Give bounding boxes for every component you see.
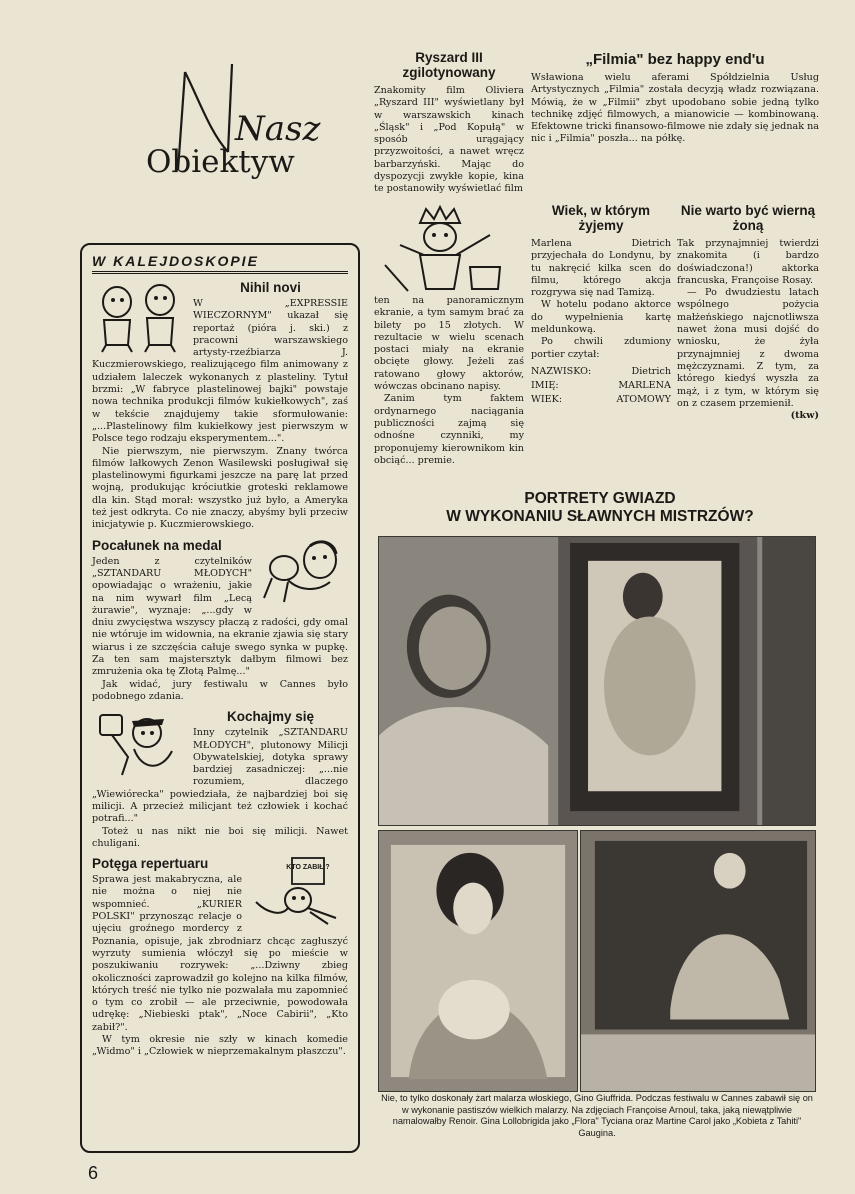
ryszard-paragraph-1a: Znakomity film Oliviera „Ryszard III" wyświetlany był w warszawskich kinach „Śląsk" i „Pod Kopułą" w sposób urągający przyzwoitości, a nawet wręcz barbarzyński. Mając do dyspozycji zwykłe kopie, kina te postanowiły wyświetlać film <box>374 85 524 195</box>
article-nihil-novi <box>92 280 348 532</box>
wiek-row-1-label: IMIĘ: <box>531 379 559 391</box>
wierna-paragraph-1: Tak przynajmniej twierdzi znakomita (i bardzo doświadczona!) aktorka francuska, Françoise Rosay. <box>677 238 819 286</box>
article-wiek <box>531 203 671 407</box>
photo-portrait-carol <box>580 830 816 1092</box>
ryszard-paragraph-1b: ten na panoramicznym ekranie, a tym samym brać za bilety po 15 złotych. W rezultacie w wielu scenach postaci miały na ekranie obcięte głowy. Jeżeli zaś ratowano głowy aktorów, wówczas obcinano napisy. <box>374 295 524 393</box>
nihil-paragraph-1: W „EXPRESSIE WIECZORNYM" ukazał się reportaż (pióra j. ski.) z pracowni warszawskiego artysty-rzeźbiarza J. Kuczmierowskiego, realizującego film animowany z udziałem laleczek wykonanych z plasteliny. Tytuł brzmi: „W fabryce plastelinowej bajki" powstaje nowa technika produkcji filmów kukiełkowych", zaś w tekście znajdujemy takie sformułowanie: „...Plastelinowy film kukiełkowy jest pierwszym w Polsce tego rodzaju eksperymentem...". <box>92 298 348 445</box>
masthead-line1: Nasz <box>235 109 321 149</box>
ryszard-title: Ryszard III zgilotynowany <box>402 50 496 80</box>
wiek-row-0-value: Dietrich <box>631 365 671 377</box>
photo-portrait-lollobrigida <box>378 830 578 1092</box>
wierna-signature: (tkw) <box>790 410 819 422</box>
kochajmy-paragraph-1: Inny czytelnik „SZTANDARU MŁODYCH", plutonowy Milicji Obywatelskiej, dotyka sprawy bardziej zasadniczej: „...nie rozumiem, dlaczego „Wiewiórecka" powiedziała, że najbardziej boi się milicji. A przecież milicjant też człowiek i kochać potrafi..." <box>92 727 348 825</box>
filmia-title: „Filmia" bez happy end'u <box>585 51 765 68</box>
potega-paragraph-1: Sprawa jest makabryczna, ale nie można o niej nie wspomnieć. „KURIER POLSKI" przynosząc relacje o ujęciu groźnego mordercy z Poznania, opisuje, jak zbrodniarz chcąc zagłuszyć wyrzuty sumienia włóczył się po mieście w poszukiwaniu rozrywek: „...Dziwny zbieg okoliczności zaprowadził go kolejno na kilka filmów, których treść nie tylko nie pozwalała mu zapomnieć o tym co zrobił — ale przeciwnie, powodowała udrękę: „Niebieski ptak", „Noce Cabirii", „Kto zabił?". <box>92 874 348 1033</box>
militiaman-illustration <box>92 709 187 779</box>
article-ryszard <box>374 50 524 196</box>
nihil-paragraph-2: Nie pierwszym, nie pierwszym. Znany twórca filmów lałkowych Zenon Wasilewski posługiwał się plastelinowymi figurkami jeszcze na parę lat przed wojną, produkując króciutkie groteski reklamowe dla kin. Stąd morał: wszystko już było, a Ameryka też jest odkryta. Co nie znaczy, abyśmy byli przeciw inicjatywie p. Kuczmierowskiego. <box>92 445 348 531</box>
kochajmy-title: Kochajmy się <box>226 709 315 725</box>
nihil-title: Nihil novi <box>240 280 301 295</box>
wierna-paragraph-2: — Po dwudziestu latach wspólnego pożycia małżeńskiego najcnotliwsza nawet żona musi dojść do wniosku, że żyła przynajmniej z dwoma mężczyznami. Z tym, za którego kiedyś wyszła za mąż, i z tym, w którym się on z czasem przemienił. <box>677 287 819 409</box>
kalejdoskop-header: W KALEJDOSKOPIE <box>92 253 348 274</box>
wiek-paragraph-1: Marlena Dietrich przyjechała do Londynu, by tu nakręcić kilka scen do filmu, którego akcja rozgrywa się nad Tamizą. <box>531 238 671 299</box>
painter-photo-graphic <box>379 537 815 825</box>
wiek-paragraph-2: W hotelu podano aktorce do wypełnienia kartę meldunkową. <box>531 299 671 336</box>
filmia-paragraph: Wsławiona wielu aferami Spółdzielnia Usług Artystycznych „Filmia" została decyzją władz rozwiązana. Mówią, że w „Filmii" zbyt upodobano sobie jedną tylko technikę zdjęć filmowych, a mianowicie — kombinowaną. Efektowne tricki finansowo-filmowe nie zdały się jednak na nic i „Filmia" poszła... na półkę. <box>531 72 819 145</box>
article-pocalunek <box>92 538 348 704</box>
cinema-sign-text: KTO ZABIŁ ? <box>286 864 330 872</box>
ryszard-paragraph-2: Zanim tym faktem ordynarnego naciągania publiczności zajmą się odnośne czynniki, my proponujemy kierownikom kin obciąć... premie. <box>374 393 524 466</box>
potega-paragraph-2: W tym okresie nie szły w kinach komedie „Widmo" i „Człowiek w nieprzemakalnym płaszczu". <box>92 1034 348 1058</box>
page-number: 6 <box>88 1163 99 1183</box>
wierna-title: Nie warto być wierną żoną <box>680 203 816 233</box>
potega-title: Potęga repertuaru <box>92 856 209 872</box>
portrety-title-line1: PORTRETY GWIAZD <box>524 490 676 507</box>
wiek-title: Wiek, w którym żyjemy <box>551 203 651 233</box>
wiek-row-2-value: ATOMOWY <box>616 393 671 405</box>
portrety-caption: Nie, to tylko doskonały żart malarza włoskiego, Gino Giuffrida. Podczas festiwalu w Cannes zabawił się on w wykonanie pastiszów wielkich malarzy. Na zdjęciach Françoise Arnoul, taka, jaką niewątpliwie namalowałby Renoir. Gina Lollobrigida jako „Flora" Tyciana oraz Martine Carol jako „Kobieta z Tahiti" Gaugina. <box>381 1093 813 1138</box>
wiek-registration-card <box>531 365 671 407</box>
article-ryszard-continued <box>374 295 524 467</box>
two-puppets-illustration <box>92 280 187 355</box>
lollobrigida-photo-graphic <box>379 831 577 1091</box>
kiss-illustration <box>258 538 348 606</box>
photo-painter-with-portrait <box>378 536 816 826</box>
masthead-line2: Obiektyw <box>146 144 295 180</box>
masthead-logo <box>140 52 340 202</box>
kalejdoskop-box <box>80 243 360 1153</box>
article-wierna <box>677 203 819 422</box>
pocalunek-title: Pocałunek na medal <box>92 537 222 553</box>
portrety-title-line2: W WYKONANIU SŁAWNYCH MISTRZÓW? <box>446 508 754 525</box>
wiek-row-1 <box>531 379 671 393</box>
carol-photo-graphic <box>581 831 815 1091</box>
article-kochajmy <box>92 709 348 850</box>
article-potega <box>92 856 348 1058</box>
wiek-row-2 <box>531 393 671 407</box>
wiek-row-0-label: NAZWISKO: <box>531 365 592 377</box>
kochajmy-paragraph-2: Toteż u nas nikt nie boi się milicji. Nawet chuligani. <box>92 825 348 849</box>
pocalunek-paragraph-2: Jak widać, jury festiwalu w Cannes było podobnego zdania. <box>92 678 348 702</box>
article-filmia <box>531 52 819 146</box>
portrety-title <box>380 490 820 526</box>
guillotined-king-illustration <box>380 205 510 293</box>
pocalunek-paragraph-1: Jeden z czytelników „SZTANDARU MŁODYCH" opowiadając o wrażeniu, jakie na nim wywarł film „Lecą żurawie", wyznaje: „...gdy w dniu zwycięstwa wszyscy płaczą z radości, gdy omal nie wtóruje im widownia, na ekranie zjawia się stary wiarus i ze szczęścia całuje swego synka w pupkę. Za ten sam majstersztyk dałbym filmowi bez zmrużenia oka tę Złotą Palmę..." <box>92 555 348 678</box>
section-masthead <box>140 52 340 202</box>
wiek-row-1-value: MARLENA <box>618 379 671 391</box>
cinema-sign-illustration <box>248 856 348 926</box>
wiek-paragraph-3: Po chwili zdumiony portier czytał: <box>531 336 671 360</box>
wiek-row-0 <box>531 365 671 379</box>
wiek-row-2-label: WIEK: <box>531 393 563 405</box>
